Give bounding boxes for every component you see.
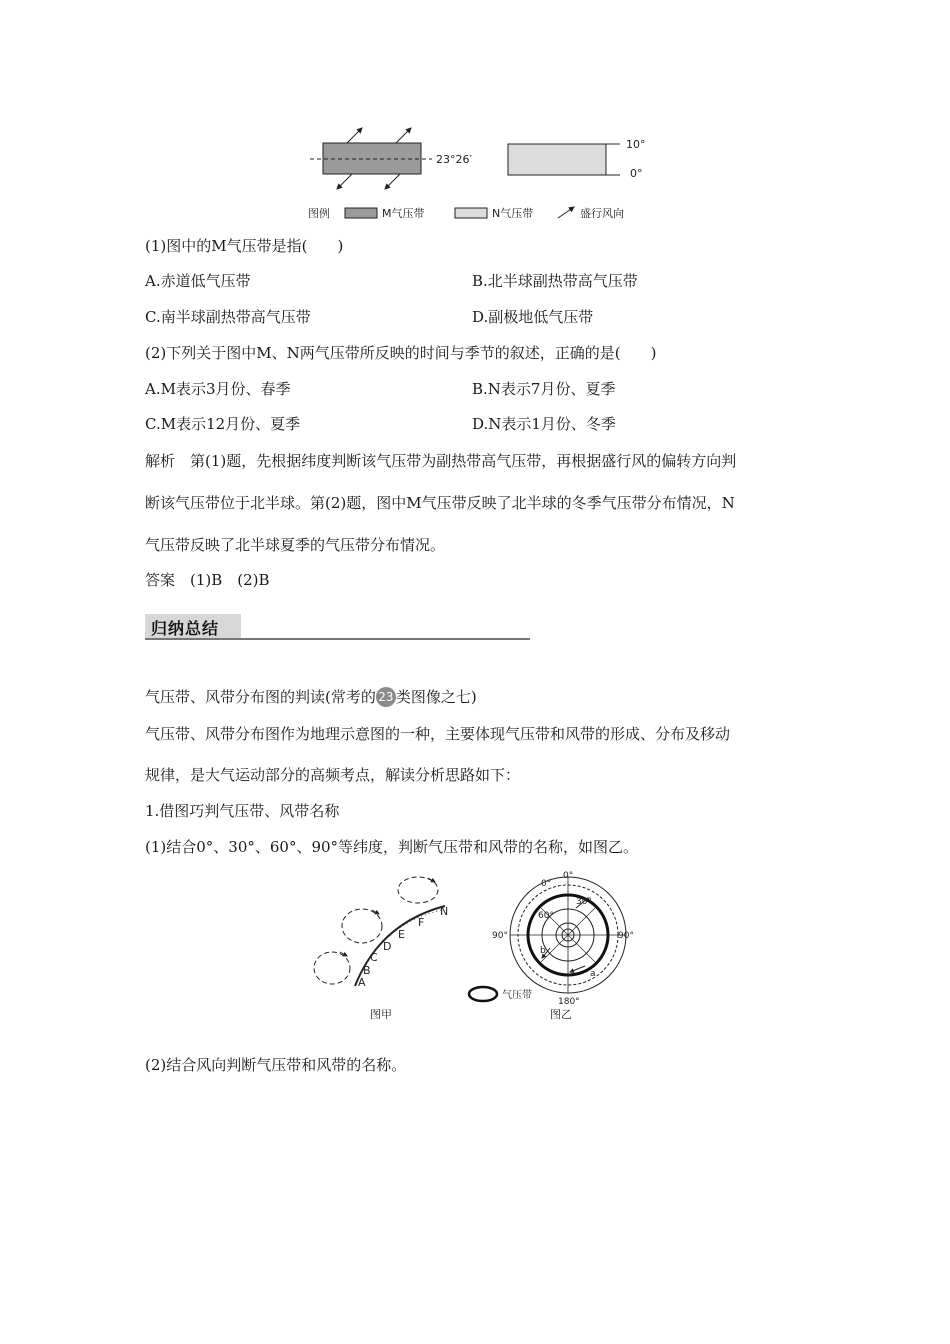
- summary-heading: 气压带、风带分布图的判读(常考的 23 类图像之七): [145, 688, 477, 706]
- m-belt-rect: [323, 143, 421, 174]
- label-0-top: 0°: [563, 871, 574, 881]
- latitude-label: 23°26′: [436, 153, 472, 166]
- legend-m-label: M气压带: [382, 207, 425, 220]
- answer-line: 答案 (1)B (2)B: [145, 571, 270, 589]
- summary-item-1-1: (1)结合0°、30°、60°、90°等纬度，判断气压带和风带的名称，如图乙。: [145, 838, 639, 856]
- arc-label-d: D: [383, 940, 392, 953]
- figure-b-caption: 图乙: [550, 1008, 572, 1021]
- section-title: 归纳总结: [151, 619, 220, 638]
- zero-degree-label: 0°: [630, 167, 643, 180]
- analysis-line-2: 断该气压带位于北半球。第(2)题，图中M气压带反映了北半球的冬季气压带分布情况，N: [145, 494, 735, 512]
- arc-label-f: F: [418, 916, 425, 929]
- q2-option-b: B.N表示7月份、夏季: [472, 380, 616, 398]
- label-180: 180°: [558, 997, 580, 1007]
- legend-n-swatch: [455, 208, 487, 218]
- summary-item-1-2: (2)结合风向判断气压带和风带的名称。: [145, 1056, 407, 1074]
- figure-a-caption: 图甲: [370, 1008, 392, 1021]
- q2-stem: (2)下列关于图中M、N两气压带所反映的时间与季节的叙述，正确的是( ): [145, 344, 657, 362]
- arc-label-b: B: [363, 964, 371, 977]
- section-header: [145, 614, 530, 641]
- wind-arrow-icon: [385, 174, 400, 189]
- arc-label-c: C: [370, 951, 378, 964]
- q2-option-c: C.M表示12月份、夏季: [145, 415, 301, 433]
- legend-wind-arrow-icon: [558, 207, 574, 218]
- n-belt-rect: [508, 144, 606, 175]
- label-0-left: 0°: [541, 879, 552, 889]
- q2-option-d: D.N表示1月份、冬季: [472, 415, 616, 433]
- legend-n-label: N气压带: [492, 207, 534, 220]
- label-b: b: [540, 946, 546, 956]
- q2-option-a: A.M表示3月份、春季: [145, 380, 291, 398]
- analysis-line-1: 解析 第(1)题，先根据纬度判断该气压带为副热带高气压带，再根据盛行风的偏转方向判: [145, 452, 737, 470]
- analysis-line-3: 气压带反映了北半球夏季的气压带分布情况。: [145, 536, 446, 554]
- wind-arrow-icon: [396, 128, 411, 143]
- pressure-belt-figure: [300, 120, 680, 230]
- q1-stem: (1)图中的M气压带是指( ): [145, 237, 344, 255]
- legend-pressure-belt-swatch: [469, 987, 497, 1001]
- arc-label-a: A: [358, 976, 366, 989]
- label-30: 30°: [576, 897, 592, 907]
- wind-arrow-icon: [347, 128, 362, 143]
- legend-wind-label: 盛行风向: [580, 207, 624, 220]
- number-badge: 23: [376, 687, 396, 707]
- figure-b: [469, 871, 634, 1021]
- summary-para-1: 气压带、风带分布图作为地理示意图的一种，主要体现气压带和风带的形成、分布及移动: [145, 725, 731, 743]
- q1-option-d: D.副极地低气压带: [472, 308, 594, 326]
- q1-option-b: B.北半球副热带高气压带: [472, 272, 638, 290]
- legend-m-swatch: [345, 208, 377, 218]
- wind-arrow-icon: [337, 174, 352, 189]
- q1-option-a: A.赤道低气压带: [145, 272, 251, 290]
- label-90-left: 90°: [492, 931, 508, 941]
- arc-label-n: N: [440, 905, 449, 918]
- label-60: 60°: [538, 911, 554, 921]
- summary-para-2: 规律，是大气运动部分的高频考点，解读分析思路如下：: [145, 766, 521, 784]
- summary-item-1: 1.借图巧判气压带、风带名称: [145, 802, 340, 820]
- wind-belt-figure: [300, 868, 650, 1033]
- legend-title: 图例: [308, 207, 330, 220]
- label-90-right: 90°: [618, 931, 634, 941]
- label-a: a: [590, 969, 596, 979]
- arc-label-e: E: [398, 928, 405, 941]
- q1-option-c: C.南半球副热带高气压带: [145, 308, 311, 326]
- legend-pressure-belt-label: 气压带: [502, 990, 532, 1001]
- ten-degree-label: 10°: [626, 138, 646, 151]
- figure-a: [314, 877, 448, 1021]
